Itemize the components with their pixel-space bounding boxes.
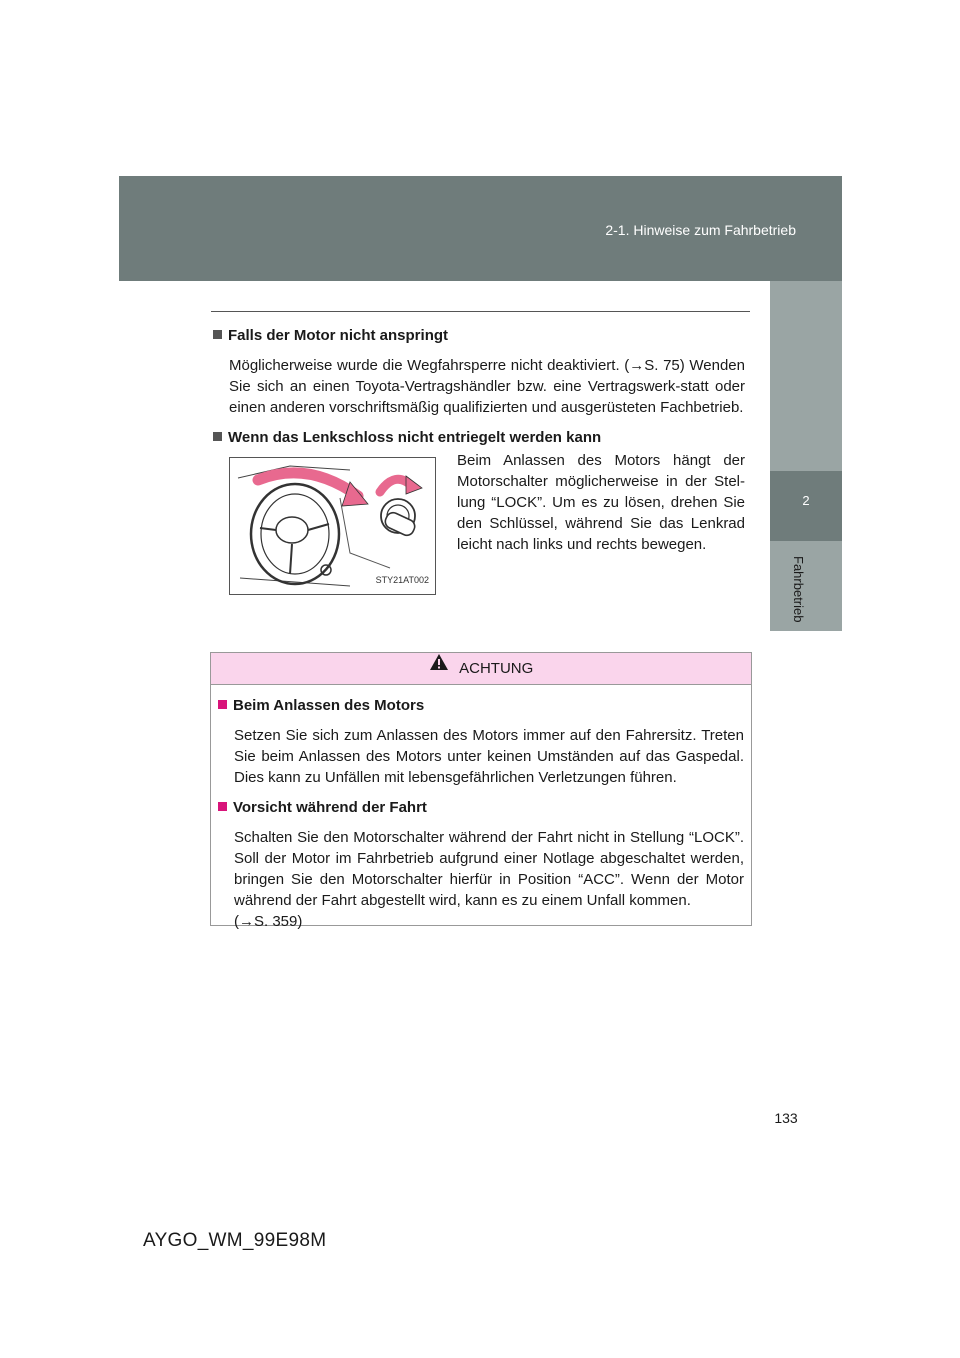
heading-text: Beim Anlassen des Motors bbox=[233, 697, 425, 714]
warning-header bbox=[211, 653, 751, 685]
warning-body bbox=[211, 685, 751, 932]
warning-title: ACHTUNG bbox=[459, 660, 534, 677]
chapter-number: 2 bbox=[802, 493, 810, 508]
section-heading-engine-start bbox=[213, 325, 745, 346]
page-number: 133 bbox=[774, 1110, 798, 1126]
chapter-label: Fahrbetrieb bbox=[791, 556, 806, 623]
warning-heading-engine-start bbox=[218, 695, 744, 716]
paragraph-steering-lock: Beim Anlassen des Motors hängt der Motorschalter möglicherweise in der Stel-lung “LOCK”. Um es zu lösen, drehen Sie den Schlüssel, während Sie das Lenkrad leicht nach links und rechts bewegen. bbox=[457, 452, 745, 553]
warning-paragraph-engine-start: Setzen Sie sich zum Anlassen des Motors immer auf den Fahrersitz. Treten Sie beim Anlassen des Motors unter keinen Umständen auf das Gaspedal. Dies kann zu Unfällen mit lebensgefährlichen Verletzungen führen. bbox=[234, 727, 744, 786]
warning-triangle-icon bbox=[429, 653, 449, 671]
main-content bbox=[213, 325, 745, 617]
warning-paragraph-driving: Schalten Sie den Motorschalter während der Fahrt nicht in Stellung “LOCK”. Soll der Motor im Fahrbetrieb aufgrund einer Notlage abgeschaltet werden, bringen Sie den Motorschalter hierfür in Position “ACC”. Wenn der Motor während der Fahrt abgestellt wird, kann es zu einem Unfall kommen. bbox=[234, 829, 744, 909]
top-divider bbox=[211, 311, 750, 312]
warning-page-reference: (→S. 359) bbox=[234, 913, 303, 930]
document-id: AYGO_WM_99E98M bbox=[143, 1230, 327, 1251]
heading-text: Wenn das Lenkschloss nicht entriegelt werden kann bbox=[228, 429, 602, 446]
section-header bbox=[119, 176, 842, 281]
figure-code: STY21AT002 bbox=[375, 575, 429, 585]
figure-row bbox=[229, 452, 745, 617]
square-bullet-icon bbox=[213, 432, 222, 441]
heading-text: Vorsicht während der Fahrt bbox=[233, 799, 427, 816]
heading-text: Falls der Motor nicht anspringt bbox=[228, 327, 449, 344]
warning-box bbox=[210, 652, 752, 930]
square-bullet-icon bbox=[218, 700, 227, 709]
section-heading-steering-lock bbox=[213, 427, 745, 448]
square-bullet-icon bbox=[218, 802, 227, 811]
paragraph-engine-start: Möglicherweise wurde die Wegfahrsperre nicht deaktiviert. (→S. 75) Wenden Sie sich an einen Toyota-Vertragshändler bzw. eine Vertragswerk-statt oder einen anderen vorschriftsmäßig qualifizierten und ausgerüsteten Fachbetrieb. bbox=[229, 357, 745, 416]
steering-lock-illustration bbox=[229, 457, 436, 595]
warning-heading-driving bbox=[218, 797, 744, 818]
chapter-tab bbox=[770, 471, 842, 541]
chapter-side-bar bbox=[770, 281, 842, 631]
square-bullet-icon bbox=[213, 330, 222, 339]
section-title: 2-1. Hinweise zum Fahrbetrieb bbox=[605, 222, 796, 238]
